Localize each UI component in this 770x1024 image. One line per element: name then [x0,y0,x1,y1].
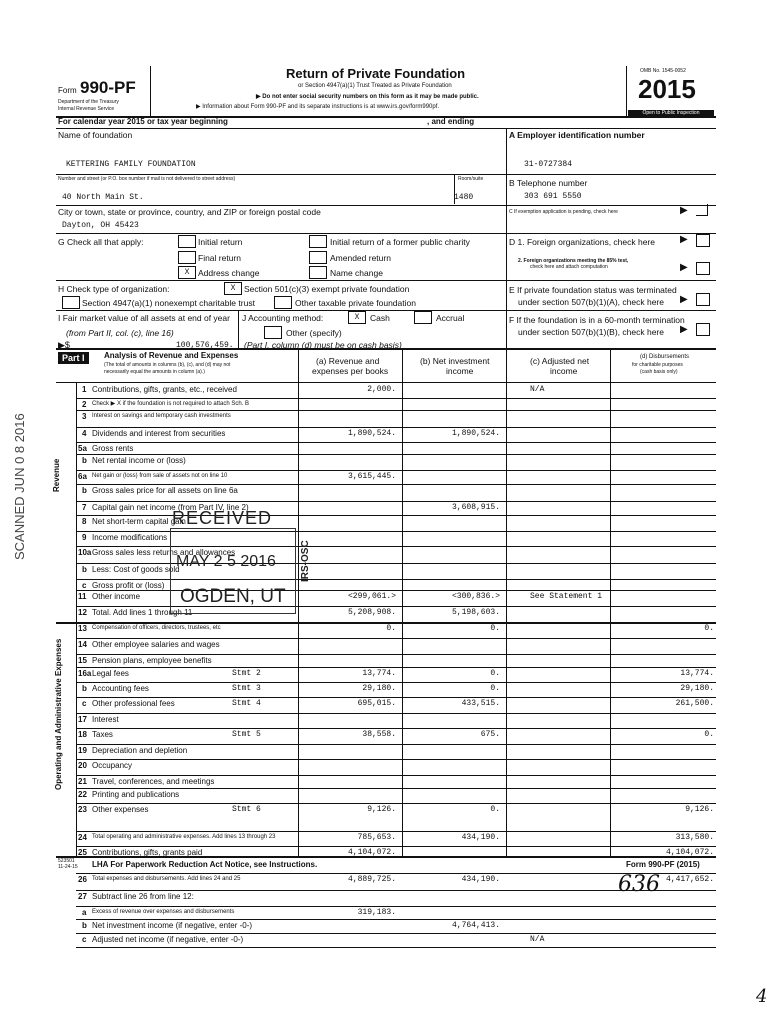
room-value: 1480 [454,193,474,202]
cell-col-b: 4,764,413. [451,921,500,930]
cell-col-b: 434,190. [461,875,500,884]
table-row [56,831,716,846]
table-row [56,788,716,803]
table-row [56,667,716,682]
line-label: Subtract line 26 from line 12: [92,892,194,901]
line-label: Gross rents [92,444,134,453]
cell-col-a: 3,615,445. [347,472,396,481]
cell-col-c: N/A [530,385,545,394]
cell-col-d: 0. [704,730,714,739]
received-stamp-frame [170,528,296,614]
table-row [56,759,716,775]
cell-col-d: 313,580. [675,833,714,842]
table-row [56,728,716,744]
cell-col-a: 4,889,725. [347,875,396,884]
open-to-public: Open to Public Inspection [628,110,714,116]
table-row [56,919,716,933]
table-row [56,563,716,579]
cell-col-b: 433,515. [461,699,500,708]
city-label: City or town, state or province, country, and ZIP or foreign postal code [58,207,321,217]
line-number: 13 [78,624,87,633]
table-row [56,442,716,454]
line-number: b [82,486,87,495]
line-number: c [82,699,87,708]
line-number: 5a [78,444,87,453]
cell-col-d: 29,180. [680,684,714,693]
line-number: 12 [78,608,87,617]
cell-col-b: 0. [490,684,500,693]
line-number: a [82,908,87,917]
line-label: Net gain or (loss) from sale of assets not on line 10 [92,473,228,479]
footer-lha: LHA For Paperwork Reduction Act Notice, see Instructions. [92,860,318,869]
line-label: Income modifications [92,533,168,542]
table-row [56,890,716,906]
form-title: Return of Private Foundation [286,66,466,81]
line-label: Gross sales price for all assets on line 6a [92,486,238,495]
street-label: Number and street (or P.O. box number if mail is not delivered to street address) [58,176,236,182]
name-change-checkbox[interactable] [309,266,327,279]
table-row [56,713,716,728]
ein-value: 31-0727384 [524,160,573,169]
cell-col-c: N/A [530,935,545,944]
table-row [56,744,716,759]
cell-col-c: See Statement 1 [530,592,603,601]
cell-col-a: 13,774. [362,669,396,678]
final-return-checkbox[interactable] [178,251,196,264]
line-number: 21 [78,777,87,786]
line-number: 7 [82,503,87,512]
line-label: Contributions, gifts, grants paid [92,848,203,857]
col-d-header-3: (cash basis only) [640,369,678,375]
table-row [56,484,716,501]
cell-col-a: 4,104,072. [347,848,396,857]
e-label-1: E If private foundation status was terminated [509,285,677,295]
footer-form: Form 990-PF (2015) [626,860,700,869]
c-arrow-icon: ▶ [680,205,688,216]
cell-col-b: 1,890,524. [451,429,500,438]
statement-ref: Stmt 2 [232,669,261,678]
statement-ref: Stmt 4 [232,699,261,708]
cash-label: Cash [370,313,390,323]
table-row [56,410,716,427]
fmv-value: 100,576,459. [176,341,234,350]
line-label: Travel, conferences, and meetings [92,777,215,786]
line-number: 4 [82,429,87,438]
and-ending: , and ending [427,117,475,126]
d2-label-1: 2. Foreign organizations meeting the 85% test, [518,258,629,264]
col-c-header-1: (c) Adjusted net [530,356,590,366]
line-number: 14 [78,640,87,649]
c-exemption-label: C If exemption application is pending, check here [509,209,618,215]
cell-col-b: 0. [490,624,500,633]
form-prefix: Form [58,86,77,95]
cell-col-d: 13,774. [680,669,714,678]
table-row [56,454,716,470]
line-number: b [82,565,87,574]
trust-label: Section 4947(a)(1) nonexempt charitable trust [82,298,255,308]
amended-return-checkbox[interactable] [309,251,327,264]
accrual-label: Accrual [436,313,465,323]
final-return-label: Final return [198,253,241,263]
line-number: 25 [78,848,87,857]
line-number: 2 [82,400,87,409]
accrual-checkbox[interactable] [414,311,432,324]
table-row [56,383,716,398]
cell-col-b: <300,836.> [451,592,500,601]
line-label: Net investment income (if negative, enter -0-) [92,921,253,930]
line-label: Contributions, gifts, grants, etc., received [92,385,237,394]
line-number: 8 [82,517,87,526]
d2-label-2: check here and attach computation [530,264,608,270]
revenue-side-label: Revenue [52,458,61,492]
table-row [56,803,716,831]
table-row [56,531,716,546]
h-check-label: H Check type of organization: [58,284,170,294]
line-number: c [82,935,87,944]
table-row [56,638,716,654]
c-checkbox[interactable] [696,204,708,216]
line-label: Printing and publications [92,790,180,799]
line-number: 27 [78,892,87,901]
cell-col-b: 3,608,915. [451,503,500,512]
j-label: J Accounting method: [242,313,324,323]
e-label-2: under section 507(b)(1)(A), check here [518,297,664,307]
received-date-stamp: MAY 2 5 2016 [176,553,276,570]
cell-col-b: 675. [480,730,500,739]
line-number: b [82,684,87,693]
line-label: Legal fees [92,669,129,678]
i-label-2: (from Part II, col. (c), line 16) [66,328,174,338]
line-label: Other employee salaries and wages [92,640,220,649]
f-label-1: F If the foundation is in a 60-month termination [509,315,685,325]
phone-label: B Telephone number [509,178,588,188]
table-row [56,933,716,947]
street-value: 40 North Main St. [62,193,144,202]
scanned-stamp: SCANNED JUN 0 8 2016 [12,413,27,560]
footer-code-1: 523501 [58,858,75,864]
d1-arrow-icon: ▶ [680,234,688,245]
line-label: Taxes [92,730,113,739]
cell-col-b: 0. [490,669,500,678]
cash-checkbox[interactable]: X [348,311,366,324]
line-label: Total expenses and disbursements. Add lines 24 and 25 [92,876,241,882]
line-label: Depreciation and depletion [92,746,188,755]
line-label: Check ▶ X if the foundation is not required to attach Sch. B [92,401,250,407]
cell-col-a: <299,061.> [347,592,396,601]
omb-number: OMB No. 1545-0052 [640,68,686,74]
other-taxable-label: Other taxable private foundation [295,298,416,308]
table-row [56,590,716,606]
initial-return-label: Initial return [198,237,243,247]
line-label: Pension plans, employee benefits [92,656,212,665]
line-number: 6a [78,472,87,481]
irs-osc-stamp: IRS-OSC [300,540,311,582]
handwritten-page-number: 636 [618,872,660,897]
g-check-label: G Check all that apply: [58,237,144,247]
cell-col-d: 9,126. [685,805,714,814]
dept-line-2: Internal Revenue Service [58,106,115,112]
d2-checkbox[interactable] [696,262,710,275]
d1-label: D 1. Foreign organizations, check here [509,237,655,247]
table-row [56,654,716,667]
amended-return-label: Amended return [330,253,391,263]
f-label-2: under section 507(b)(1)(B), check here [518,327,664,337]
line-number: 20 [78,761,87,770]
line-number: 15 [78,656,87,665]
statement-ref: Stmt 3 [232,684,261,693]
part1-tag: Part I [58,352,89,364]
table-row [56,579,716,590]
table-row [56,470,716,484]
table-row [56,606,716,622]
cell-col-b: 0. [490,805,500,814]
cell-col-d: 261,500. [675,699,714,708]
col-c-header-2: income [550,366,578,376]
phone-value: 303 691 5550 [524,192,582,201]
calendar-year-line: For calendar year 2015 or tax year beginning [58,117,228,126]
table-row [56,546,716,563]
line-number: 11 [78,592,87,601]
form-subtitle-1: or Section 4947(a)(1) Trust Treated as Private Foundation [298,83,452,89]
line-number: 10a [78,548,92,557]
cell-col-a: 319,183. [357,908,396,917]
table-row [56,622,716,638]
cell-col-a: 1,890,524. [347,429,396,438]
f-arrow-icon: ▶ [680,324,688,335]
line-number: b [82,921,87,930]
other-taxable-checkbox[interactable] [274,296,292,309]
cell-col-d: 0. [704,624,714,633]
table-row [56,427,716,442]
received-stamp: RECEIVED [172,508,273,528]
cell-col-a: 695,015. [357,699,396,708]
expenses-side-label: Operating and Administrative Expenses [54,638,63,790]
line-label: Accounting fees [92,684,149,693]
table-row [56,697,716,713]
f-checkbox[interactable] [696,323,710,336]
room-label: Room/suite [458,176,484,182]
e-arrow-icon: ▶ [680,294,688,305]
line-number: 24 [78,833,87,842]
i-arrow-icon: ▶$ [58,340,70,350]
cell-col-a: 5,208,908. [347,608,396,617]
ogden-stamp: OGDEN, UT [180,586,286,607]
statement-ref: Stmt 6 [232,805,261,814]
cell-col-b: 434,190. [461,833,500,842]
foundation-name-label: Name of foundation [58,130,133,140]
line-label: Other professional fees [92,699,175,708]
tax-year: 2015 [638,74,696,104]
initial-former-label: Initial return of a former public charity [330,237,470,247]
d1-checkbox[interactable] [696,234,710,247]
table-row [56,398,716,410]
cell-col-a: 0. [386,624,396,633]
e-checkbox[interactable] [696,293,710,306]
address-change-label: Address change [198,268,260,278]
line-label: Gross profit or (loss) [92,581,165,590]
i-label-1: I Fair market value of all assets at end of year [58,313,230,323]
table-row [56,906,716,919]
line-label: Occupancy [92,761,133,770]
line-label: Capital gain net income (from Part IV, line 2) [92,503,249,512]
col-b-header-2: income [446,366,474,376]
table-row [56,501,716,515]
cell-col-d: 4,417,652. [665,875,714,884]
line-label: Gross sales less returns and allowances [92,548,236,557]
cash-basis-note: (Part I, column (d) must be on cash basis) [244,340,402,350]
initial-former-checkbox[interactable] [309,235,327,248]
line-number: 23 [78,805,87,814]
statement-ref: Stmt 5 [232,730,261,739]
address-change-checkbox[interactable]: X [178,266,196,279]
cell-col-a: 785,653. [357,833,396,842]
col-b-header-1: (b) Net investment [420,356,490,366]
part1-desc-2: necessarily equal the amounts in column (a).) [104,369,205,375]
cell-col-b: 5,198,603. [451,608,500,617]
line-number: b [82,456,87,465]
line-number: 17 [78,715,87,724]
line-label: Other expenses [92,805,149,814]
table-row [56,775,716,788]
form-number: 990-PF [80,78,136,97]
cell-col-a: 38,558. [362,730,396,739]
line-label: Adjusted net income (if negative, enter -0-) [92,935,244,944]
corner-mark: 4 [756,986,768,1007]
dept-line-1: Department of the Treasury [58,99,119,105]
other-method-checkbox[interactable] [264,326,282,339]
line-label: Excess of revenue over expenses and disbursements [92,909,235,915]
part1-title: Analysis of Revenue and Expenses [104,351,239,360]
initial-return-checkbox[interactable] [178,235,196,248]
line-number: 1 [82,385,87,394]
line-number: 22 [78,790,87,799]
c3-checkbox[interactable]: X [224,282,242,295]
form-subtitle-2: ▶ Do not enter social security numbers on this form as it may be made public. [256,94,479,100]
line-label: Net short-term capital gain [92,517,186,526]
line-number: 19 [78,746,87,755]
col-a-header-1: (a) Revenue and [316,356,380,366]
line-label: Total. Add lines 1 through 11 [92,608,193,617]
line-label: Other income [92,592,141,601]
line-number: 16a [78,669,92,678]
cell-col-a: 9,126. [367,805,396,814]
form-subtitle-3: ▶ Information about Form 990-PF and its separate instructions is at www.irs.gov/form990pf. [196,104,440,110]
table-row [56,682,716,697]
table-row [56,873,716,890]
line-number: c [82,581,87,590]
c3-label: Section 501(c)(3) exempt private foundation [244,284,410,294]
other-method-label: Other (specify) [286,328,342,338]
col-d-header-2: for charitable purposes [632,362,683,368]
col-a-header-2: expenses per books [312,366,389,376]
name-change-label: Name change [330,268,383,278]
ein-label: A Employer identification number [509,130,645,140]
line-label: Total operating and administrative expenses. Add lines 13 through 23 [92,834,276,840]
cell-col-a: 2,000. [367,385,396,394]
cell-col-a: 29,180. [362,684,396,693]
footer-code-2: 11-24-15 [58,864,78,870]
foundation-name: KETTERING FAMILY FOUNDATION [66,160,196,169]
line-number: 9 [82,533,87,542]
line-label: Interest on savings and temporary cash investments [92,413,231,419]
line-label: Less: Cost of goods sold [92,565,180,574]
cell-col-d: 4,104,072. [665,848,714,857]
line-label: Dividends and interest from securities [92,429,226,438]
line-label: Net rental income or (loss) [92,456,186,465]
line-number: 18 [78,730,87,739]
line-label: Compensation of officers, directors, trustees, etc [92,625,221,631]
line-label: Interest [92,715,119,724]
part1-desc-1: (The total of amounts in columns (b), (c), and (d) may not [104,362,231,368]
col-d-header-1: (d) Disbursements [640,354,690,360]
trust-checkbox[interactable] [62,296,80,309]
d2-arrow-icon: ▶ [680,262,688,273]
city-value: Dayton, OH 45423 [62,221,139,230]
line-number: 26 [78,875,87,884]
table-row [56,515,716,531]
line-number: 3 [82,412,87,421]
